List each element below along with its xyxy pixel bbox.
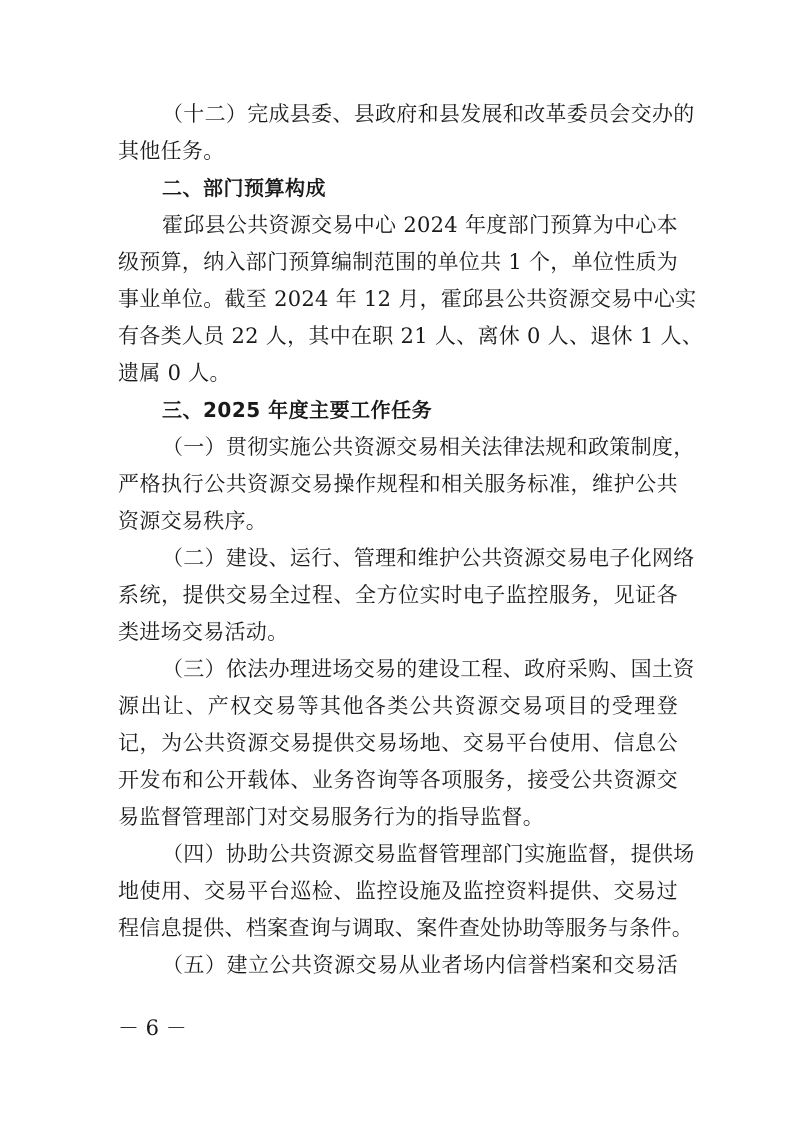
paragraph-line: 源出让、产权交易等其他各类公共资源交易项目的受理登 (118, 694, 678, 718)
paragraph-line: 遗属 0 人。 (118, 361, 231, 385)
paragraph-line: 易监督管理部门对交易服务行为的指导监督。 (118, 805, 544, 829)
paragraph-line: 事业单位。截至 2024 年 12 月，霍邱县公共资源交易中心实 (118, 287, 697, 311)
paragraph-line: 程信息提供、档案查询与调取、案件查处协助等服务与条件。 (118, 916, 694, 940)
paragraph-line: 地使用、交易平台巡检、监控设施及监控资料提供、交易过 (118, 879, 678, 903)
paragraph-line: 开发布和公开载体、业务咨询等各项服务，接受公共资源交 (118, 768, 678, 792)
paragraph-line: （四）协助公共资源交易监督管理部门实施监督，提供场 (162, 842, 695, 866)
paragraph-line: 级预算，纳入部门预算编制范围的单位共 1 个，单位性质为 (118, 250, 679, 274)
paragraph-line: （十二）完成县委、县政府和县发展和改革委员会交办的 (162, 102, 695, 126)
section-heading: 三、2025 年度主要工作任务 (162, 398, 433, 422)
paragraph-line: 其他任务。 (118, 139, 225, 163)
paragraph-line: 霍邱县公共资源交易中心 2024 年度部门预算为中心本 (162, 213, 678, 237)
paragraph-line: （一）贯彻实施公共资源交易相关法律法规和政策制度， (162, 435, 695, 459)
paragraph-line: （五）建立公共资源交易从业者场内信誉档案和交易活 (162, 953, 678, 977)
page-number: － 6 － (118, 1016, 187, 1040)
paragraph-line: 严格执行公共资源交易操作规程和相关服务标准，维护公共 (118, 472, 678, 496)
document-body (118, 96, 704, 984)
paragraph-line: 系统，提供交易全过程、全方位实时电子监控服务，见证各 (118, 583, 678, 607)
paragraph-line: 类进场交易活动。 (118, 620, 289, 644)
section-heading: 二、部门预算构成 (162, 176, 326, 200)
paragraph-line: 记，为公共资源交易提供交易场地、交易平台使用、信息公 (118, 731, 678, 755)
paragraph-line: （二）建设、运行、管理和维护公共资源交易电子化网络 (162, 546, 695, 570)
paragraph-line: 有各类人员 22 人，其中在职 21 人、离休 0 人、退休 1 人、 (118, 324, 704, 348)
paragraph-line: （三）依法办理进场交易的建设工程、政府采购、国土资 (162, 657, 695, 681)
paragraph-line: 资源交易秩序。 (118, 509, 268, 533)
